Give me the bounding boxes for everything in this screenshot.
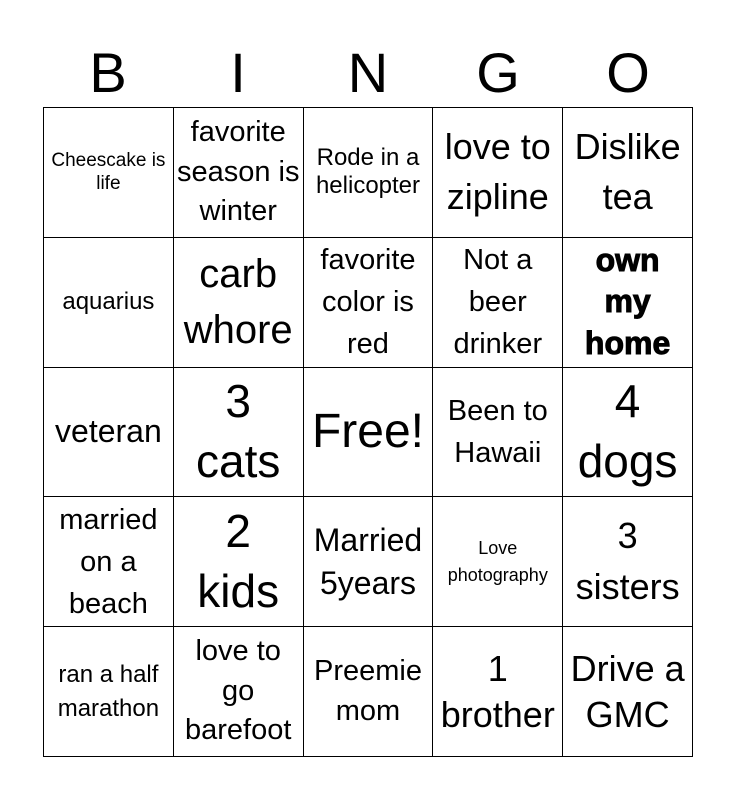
header-letter-o: O (606, 41, 650, 104)
bingo-cell[interactable] (304, 238, 434, 368)
cell-text: Preemie mom (313, 655, 422, 727)
cell-text: aquarius (62, 287, 155, 315)
bingo-cell[interactable] (304, 108, 434, 238)
bingo-cell[interactable] (44, 627, 174, 757)
cell-text: 3 cats (196, 375, 281, 487)
cell-text: Dislike tea (574, 126, 681, 218)
bingo-cell[interactable] (433, 368, 563, 498)
cell-text: Love photography (447, 537, 548, 585)
bingo-cell[interactable] (44, 108, 174, 238)
bingo-cell[interactable] (563, 627, 693, 757)
bingo-cell[interactable] (433, 108, 563, 238)
bingo-cell[interactable] (174, 108, 304, 238)
cell-text: married on a beach (59, 503, 158, 620)
bingo-cell[interactable] (563, 497, 693, 627)
header-letter-g: G (476, 41, 520, 104)
bingo-cell[interactable] (563, 368, 693, 498)
cell-text: 2 kids (197, 504, 280, 617)
header-letter-n: N (347, 41, 389, 104)
bingo-cell[interactable] (44, 368, 174, 498)
cell-text: carb whore (183, 252, 293, 353)
bingo-cell[interactable] (433, 627, 563, 757)
cell-text: Not a beer drinker (453, 244, 543, 361)
cell-text: Rode in a helicopter (315, 143, 421, 200)
bingo-cell[interactable] (433, 497, 563, 627)
bingo-cell[interactable] (563, 108, 693, 238)
bingo-cell[interactable] (304, 627, 434, 757)
bingo-cell[interactable] (304, 497, 434, 627)
cell-text: love to zipline (444, 126, 551, 218)
bingo-cell[interactable] (44, 497, 174, 627)
cell-text: favorite color is red (320, 244, 416, 361)
header-letter-i: I (230, 41, 246, 104)
cell-text: Been to Hawaii (447, 394, 548, 469)
bingo-cell[interactable] (563, 238, 693, 368)
cell-text: ran a half marathon (57, 661, 160, 722)
cell-text: 1 brother (440, 647, 555, 735)
header-letter-b: B (89, 41, 127, 104)
cell-text: love to go barefoot (184, 635, 292, 747)
cell-text: Married 5years (313, 521, 423, 601)
bingo-cell[interactable] (174, 627, 304, 757)
bingo-cell[interactable] (174, 497, 304, 627)
cell-text: 3 sisters (575, 515, 680, 607)
bingo-cell[interactable] (174, 368, 304, 498)
cell-text: Drive a GMC (570, 647, 685, 735)
cell-text: veteran (55, 413, 162, 450)
bingo-cell[interactable] (433, 238, 563, 368)
free-space-text: Free! (311, 405, 424, 459)
bingo-cell[interactable] (44, 238, 174, 368)
bingo-header (43, 42, 693, 104)
bingo-cell[interactable] (304, 368, 434, 498)
cell-text: 4 dogs (577, 375, 678, 487)
bingo-cell[interactable] (174, 238, 304, 368)
cell-text: own my home (584, 241, 671, 361)
bingo-card (43, 107, 693, 757)
cell-text: favorite season is winter (176, 115, 300, 228)
cell-text: Cheescake is life (51, 149, 166, 195)
